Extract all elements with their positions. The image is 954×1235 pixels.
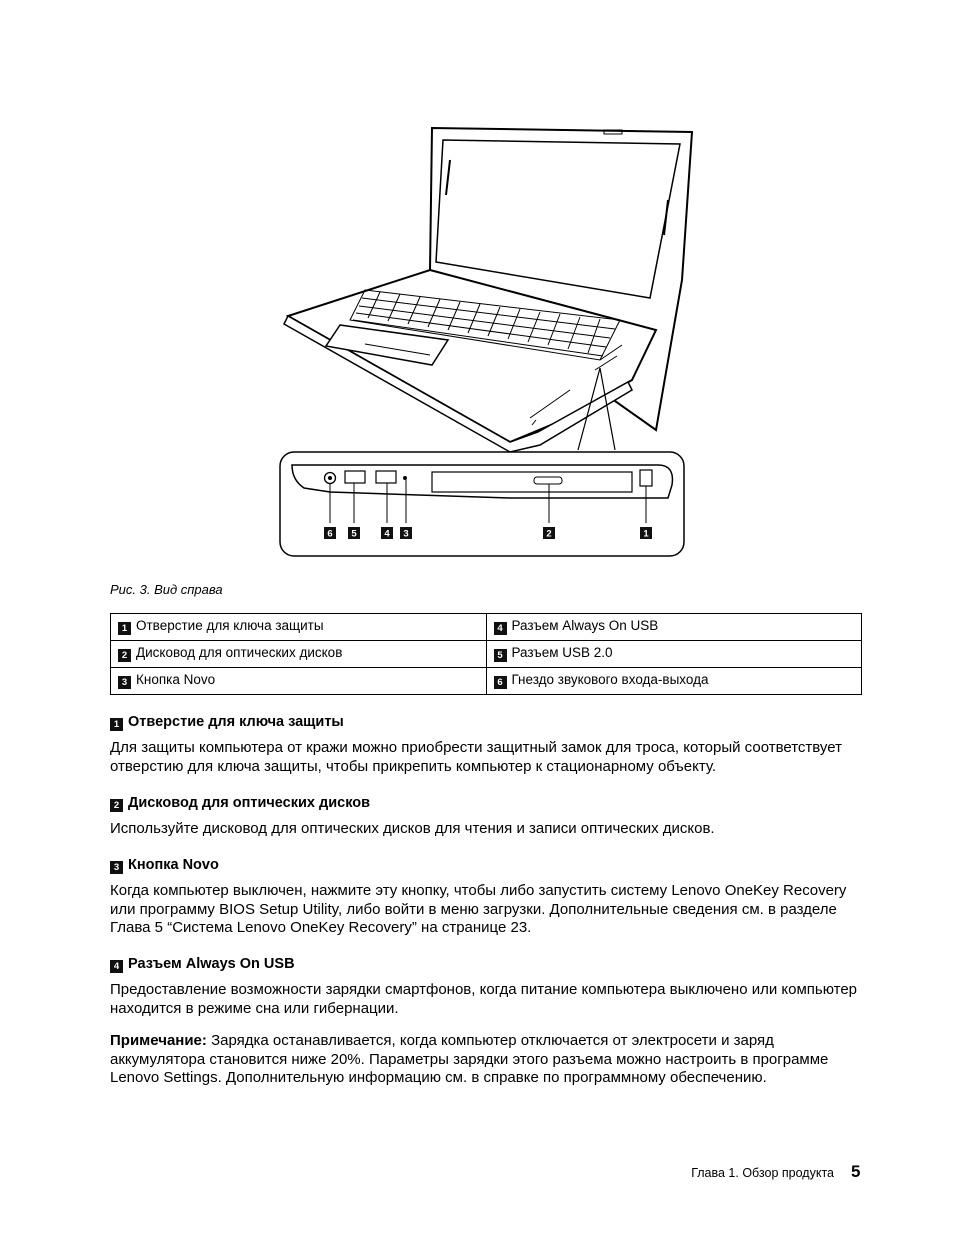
svg-text:4: 4 (384, 528, 390, 540)
note-label: Примечание: (110, 1032, 207, 1049)
callout-number: 1 (118, 622, 131, 635)
callout-number: 2 (110, 799, 123, 812)
table-row (111, 641, 862, 668)
section-heading (110, 856, 870, 874)
legend-label: Гнездо звукового входа-выхода (511, 672, 709, 687)
section-title: Разъем Always On USB (128, 956, 295, 972)
section-title: Кнопка Novo (128, 857, 219, 873)
section-text: Предоставление возможности зарядки смартфонов, когда питание компьютера выключено или компьютер находится в режиме сна или гибернации. (110, 981, 858, 1017)
legend-table (110, 613, 862, 695)
note-text: Зарядка останавливается, когда компьютер отключается от электросети и заряд аккумулятора становится ниже 20%. Параметры зарядки этого разъема можно настроить в программе Lenovo Settings. Дополнительную информацию см. в справке по программному обеспечению. (110, 1032, 829, 1086)
laptop-right-side-illustration (270, 120, 700, 565)
table-row (111, 614, 862, 641)
callout-number: 6 (494, 676, 507, 689)
legend-cell (486, 641, 862, 668)
callout-number: 1 (110, 718, 123, 731)
section-text: Когда компьютер выключен, нажмите эту кнопку, чтобы либо запустить систему Lenovo OneKey Recovery или программу BIOS Setup Utility, либо войти в меню загрузки. Дополнительные сведения см. в разделе Глава 5 “Система Lenovo OneKey Recovery” на странице 23. (110, 882, 847, 936)
callout-badge-2 (543, 527, 555, 540)
section-text: Для защиты компьютера от кражи можно приобрести защитный замок для троса, который соответствует отверстию для ключа защиты, чтобы прикрепить компьютер к стационарному объекту. (110, 739, 842, 775)
legend-cell (111, 668, 487, 695)
figure-caption: Рис. 3. Вид справа (110, 582, 223, 597)
callout-number: 3 (110, 861, 123, 874)
section-heading (110, 713, 870, 731)
callout-number: 2 (118, 649, 131, 662)
legend-label: Дисковод для оптических дисков (136, 645, 343, 660)
legend-cell (486, 614, 862, 641)
callout-number: 5 (494, 649, 507, 662)
legend-label: Отверстие для ключа защиты (136, 618, 324, 633)
callout-number: 4 (110, 960, 123, 973)
section-title: Дисковод для оптических дисков (128, 795, 371, 811)
callout-badge-4 (381, 527, 393, 540)
callout-number: 3 (118, 676, 131, 689)
callout-badge-6 (324, 527, 336, 540)
svg-text:3: 3 (403, 528, 409, 540)
section-text: Используйте дисковод для оптических дисков для чтения и записи оптических дисков. (110, 820, 715, 837)
footer-chapter: Глава 1. Обзор продукта (691, 1166, 834, 1180)
page-number: 5 (851, 1162, 861, 1181)
callout-number: 4 (494, 622, 507, 635)
legend-cell (486, 668, 862, 695)
callout-badge-1 (640, 527, 652, 540)
legend-label: Разъем Always On USB (511, 618, 659, 633)
section-heading (110, 955, 870, 973)
svg-text:5: 5 (351, 528, 357, 540)
section-novo-button (110, 856, 870, 938)
section-optical-drive (110, 794, 870, 839)
legend-label: Разъем USB 2.0 (511, 645, 613, 660)
callout-badge-3 (400, 527, 412, 540)
legend-cell (111, 641, 487, 668)
legend-cell (111, 614, 487, 641)
table-row (111, 668, 862, 695)
svg-text:1: 1 (643, 528, 649, 540)
section-heading (110, 794, 870, 812)
callout-badge-5 (348, 527, 360, 540)
section-security-slot (110, 713, 870, 776)
note-paragraph (110, 1032, 870, 1088)
section-always-on-usb (110, 955, 870, 1018)
legend-label: Кнопка Novo (136, 672, 216, 687)
svg-text:6: 6 (327, 528, 333, 540)
svg-text:2: 2 (546, 528, 552, 540)
section-title: Отверстие для ключа защиты (128, 714, 344, 730)
